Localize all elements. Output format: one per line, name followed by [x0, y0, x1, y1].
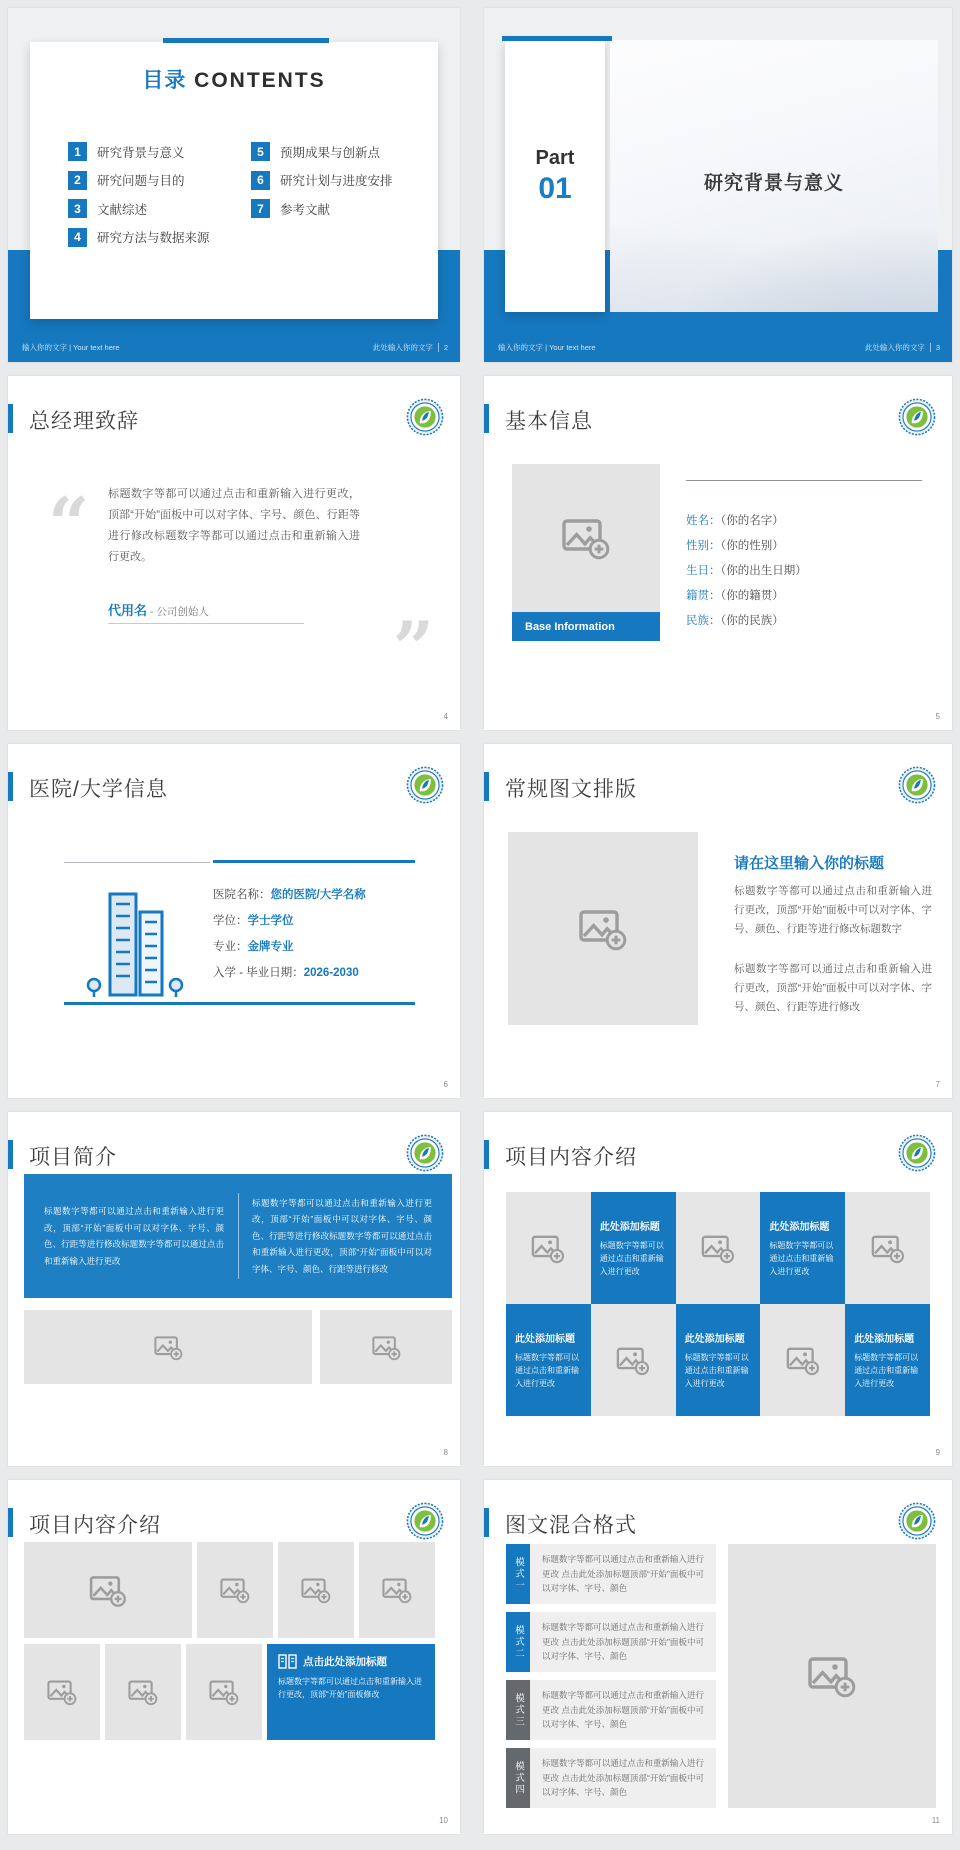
mode-text: 标题数字等都可以通过点击和重新输入进行更改 点击此处添加标题顶部“开始”面板中可以对字体、字号、颜色	[530, 1544, 716, 1604]
slide-page-number: 4	[443, 712, 448, 721]
photo-caption-band: Base Information	[512, 612, 660, 641]
slide-page-number: 6	[443, 1080, 448, 1089]
image-placeholder	[591, 1304, 676, 1416]
image-placeholder	[197, 1542, 273, 1638]
image-plus-icon	[530, 1232, 566, 1265]
slide-title: 常规图文排版	[505, 778, 637, 801]
info-field-list	[686, 512, 807, 637]
mode-row	[506, 1612, 716, 1672]
mode-list	[506, 1544, 716, 1816]
image-plus-icon	[300, 1575, 332, 1605]
toc-item-number: 2	[68, 171, 87, 190]
info-row: 入学 - 毕业日期：2026-2030	[213, 967, 359, 979]
part-card	[505, 40, 605, 312]
toc-item-label: 研究背景与意义	[97, 145, 185, 160]
image-placeholder	[320, 1310, 452, 1384]
close-quote-icon: ”	[392, 605, 434, 690]
image-plus-icon	[700, 1232, 736, 1265]
mode-tab: 模式三	[506, 1680, 530, 1740]
image-placeholder	[24, 1310, 312, 1384]
toc-item	[68, 228, 210, 247]
slide-title: 总经理致辞	[29, 410, 139, 433]
title-accent-bar	[484, 772, 489, 801]
school-badge-icon	[898, 766, 936, 804]
school-badge-icon	[406, 766, 444, 804]
toc-item-label: 研究计划与进度安排	[280, 174, 393, 188]
footer-left-text: 输入你的文字 | Your text here	[498, 343, 596, 352]
mode-row	[506, 1680, 716, 1740]
title-accent-bar	[8, 1140, 13, 1169]
image-plus-icon	[371, 1333, 402, 1362]
photo-placeholder	[512, 464, 660, 612]
slide-header	[484, 1138, 952, 1172]
slide-header	[8, 402, 460, 436]
slide-university-info-thumbnail[interactable]	[8, 744, 460, 1098]
slide-header	[484, 770, 952, 804]
text-cell: 此处添加标题 标题数字等都可以通过点击和重新输入进行更改	[845, 1304, 930, 1416]
info-row: 医院名称：您的医院/大学名称	[213, 889, 366, 901]
slide-title: 基本信息	[505, 410, 593, 433]
info-row: 专业：金牌专业	[213, 941, 294, 953]
image-placeholder	[508, 832, 698, 1025]
slide-title: 项目简介	[29, 1146, 117, 1169]
toc-item	[68, 199, 210, 218]
image-plus-icon	[870, 1232, 906, 1265]
slide-page-number: 9	[935, 1448, 940, 1457]
mode-text: 标题数字等都可以通过点击和重新输入进行更改 点击此处添加标题顶部“开始”面板中可以对字体、字号、颜色	[530, 1748, 716, 1808]
divider-gray-segment	[64, 862, 210, 863]
toc-item-number: 1	[68, 142, 87, 161]
toc-item	[251, 171, 393, 190]
image-placeholder	[24, 1542, 192, 1638]
school-logo	[898, 1134, 936, 1172]
slide-title: 项目内容介绍	[505, 1146, 637, 1169]
catalog-icon	[278, 1654, 297, 1669]
image-plus-icon	[46, 1677, 78, 1707]
image-plus-icon	[88, 1572, 128, 1609]
toc-title	[30, 64, 438, 94]
image-plus-icon	[127, 1677, 159, 1707]
toc-title-zh: 目录	[142, 69, 187, 92]
toc-item-number: 3	[68, 199, 87, 218]
checkerboard-grid	[506, 1192, 930, 1416]
quote-paragraph: 标题数字等都可以通过点击和重新输入进行更改，顶部“开始”面板中可以对字体、字号、颜色、行距等进行修改标题数字等都可以通过点击和重新输入进行更改。	[108, 488, 360, 563]
image-plus-icon	[806, 1652, 858, 1700]
slide-page-number: 10	[439, 1816, 448, 1825]
slide-footer	[8, 336, 460, 362]
author-name: 代用名	[108, 603, 148, 618]
slide-page-number: 3	[930, 343, 940, 352]
info-row: 姓名：（你的名字）	[686, 515, 784, 527]
school-logo	[406, 1134, 444, 1172]
school-logo	[898, 398, 936, 436]
panel-column-text: 标题数字等都可以通过点击和重新输入进行更改，顶部“开始”面板中可以对字体、字号、颜色、行距等进行修改标题数字等都可以通过点击和重新输入进行更改，顶部“开始”面板中可以对字体、字号、颜色、行距等进行修改	[252, 1197, 432, 1274]
mode-tab: 模式一	[506, 1544, 530, 1604]
info-row: 性别：（你的性别）	[686, 540, 784, 552]
image-plus-icon	[219, 1575, 251, 1605]
slide-page-number: 8	[443, 1448, 448, 1457]
slide-header	[484, 1506, 952, 1540]
toc-card	[30, 42, 438, 319]
image-placeholder	[845, 1192, 930, 1304]
divider-blue-segment	[213, 860, 415, 863]
slide-ceo-address-thumbnail[interactable]	[8, 376, 460, 730]
toc-item	[251, 199, 393, 218]
toc-item-number: 5	[251, 142, 270, 161]
title-accent-bar	[484, 404, 489, 433]
mode-tab: 模式二	[506, 1612, 530, 1672]
panel-divider	[238, 1193, 239, 1279]
divider-line	[686, 480, 922, 481]
author-role: - 公司创始人	[147, 606, 209, 618]
toc-item-label: 预期成果与创新点	[280, 145, 381, 160]
slide-title: 医院/大学信息	[29, 778, 168, 801]
blue-text-panel	[24, 1174, 452, 1298]
school-logo	[898, 766, 936, 804]
caption-body: 标题数字等都可以通过点击和重新输入进行更改，顶部“开始”面板修改	[278, 1677, 422, 1699]
title-accent-bar	[484, 1508, 489, 1537]
school-badge-icon	[406, 1502, 444, 1540]
slide-page-number: 2	[438, 343, 448, 352]
image-placeholder	[506, 1192, 591, 1304]
slide-header	[8, 1506, 460, 1540]
image-plus-icon	[153, 1333, 184, 1362]
image-plus-icon	[560, 514, 612, 562]
title-accent-bar	[8, 1508, 13, 1537]
panel-column-text: 标题数字等都可以通过点击和重新输入进行更改，顶部“开始”面板中可以对字体、字号、颜色、行距等进行修改标题数字等都可以通过点击和重新输入进行更改	[44, 1206, 224, 1266]
image-placeholder	[728, 1544, 936, 1808]
mode-text: 标题数字等都可以通过点击和重新输入进行更改 点击此处添加标题顶部“开始”面板中可以对字体、字号、颜色	[530, 1612, 716, 1672]
part-top-accent-bar	[502, 36, 612, 41]
image-placeholder	[760, 1304, 845, 1416]
open-quote-icon: “	[48, 481, 90, 566]
slide-footer	[484, 336, 952, 362]
image-placeholder	[359, 1542, 435, 1638]
image-plus-icon	[381, 1575, 413, 1605]
toc-item	[68, 142, 210, 161]
building-icon	[76, 886, 196, 1003]
slide-toc-thumbnail[interactable]	[8, 8, 460, 362]
info-row: 籍贯：（你的籍贯）	[686, 590, 784, 602]
school-badge-icon	[898, 1134, 936, 1172]
school-logo	[898, 1502, 936, 1540]
slide-page-number: 5	[935, 712, 940, 721]
image-placeholder	[676, 1192, 761, 1304]
section-cover-image	[610, 40, 938, 312]
footer-right-text: 此处输入你的文字 2	[372, 343, 448, 352]
image-placeholder	[105, 1644, 181, 1740]
slide-basic-info-thumbnail[interactable]	[484, 376, 952, 730]
mode-tab: 模式四	[506, 1748, 530, 1808]
image-plus-icon	[785, 1344, 821, 1377]
text-cell: 此处添加标题 标题数字等都可以通过点击和重新输入进行更改	[676, 1304, 761, 1416]
school-badge-icon	[898, 1502, 936, 1540]
text-cell: 此处添加标题 标题数字等都可以通过点击和重新输入进行更改	[506, 1304, 591, 1416]
toc-title-en: CONTENTS	[186, 69, 326, 92]
slide-page-number: 7	[935, 1080, 940, 1089]
slide-project-content-grid-thumbnail[interactable]	[8, 1480, 460, 1834]
toc-top-accent-bar	[163, 38, 329, 43]
caption-panel	[267, 1644, 435, 1740]
slide-page-number: 11	[931, 1816, 940, 1825]
slide-project-content-checkerboard-thumbnail[interactable]	[484, 1112, 952, 1466]
slide-image-text-layout-thumbnail[interactable]	[484, 744, 952, 1098]
title-accent-bar	[8, 404, 13, 433]
slide-header	[484, 402, 952, 436]
footer-left-text: 输入你的文字 | Your text here	[22, 343, 120, 352]
part-label: Part	[535, 146, 575, 169]
toc-item-number: 7	[251, 199, 270, 218]
info-row: 学位：学士学位	[213, 915, 294, 927]
school-badge-icon	[406, 398, 444, 436]
mode-row	[506, 1544, 716, 1604]
ground-underline	[64, 1002, 415, 1005]
title-accent-bar	[484, 1140, 489, 1169]
image-placeholder	[24, 1644, 100, 1740]
section-title: 研究背景与意义	[703, 173, 844, 194]
body-heading: 请在这里输入你的标题	[734, 855, 885, 872]
school-badge-icon	[898, 398, 936, 436]
mode-text: 标题数字等都可以通过点击和重新输入进行更改 点击此处添加标题顶部“开始”面板中可以对字体、字号、颜色	[530, 1680, 716, 1740]
school-badge-icon	[406, 1134, 444, 1172]
mode-row	[506, 1748, 716, 1808]
text-cell: 此处添加标题 标题数字等都可以通过点击和重新输入进行更改	[760, 1192, 845, 1304]
slide-part-01-thumbnail[interactable]	[484, 8, 952, 362]
text-cell: 此处添加标题 标题数字等都可以通过点击和重新输入进行更改	[591, 1192, 676, 1304]
slide-title: 项目内容介绍	[29, 1514, 161, 1537]
image-placeholder	[186, 1644, 262, 1740]
school-logo	[406, 1502, 444, 1540]
university-field-list	[213, 886, 366, 990]
school-logo	[406, 766, 444, 804]
toc-item-label: 文献综述	[97, 202, 148, 217]
slide-header	[8, 1138, 460, 1172]
toc-item-label: 研究方法与数据来源	[97, 231, 210, 245]
slide-header	[8, 770, 460, 804]
toc-item	[251, 142, 393, 161]
attribution-underline	[108, 623, 304, 624]
part-number: 01	[538, 171, 572, 205]
slide-title: 图文混合格式	[505, 1514, 637, 1537]
quote-attribution	[108, 600, 209, 620]
body-paragraph: 标题数字等都可以通过点击和重新输入进行更改，顶部“开始”面板中可以对字体、字号、颜色、行距等进行修改	[734, 963, 932, 1013]
school-logo	[406, 398, 444, 436]
toc-item-label: 参考文献	[280, 202, 331, 217]
toc-item-label: 研究问题与目的	[97, 174, 185, 188]
toc-item-number: 6	[251, 171, 270, 190]
caption-title: 点击此处添加标题	[303, 1656, 387, 1668]
footer-right-text: 此处输入你的文字 3	[864, 343, 940, 352]
body-paragraph: 标题数字等都可以通过点击和重新输入进行更改，顶部“开始”面板中可以对字体、字号、颜色、行距等进行修改标题数字	[734, 885, 932, 935]
toc-item	[68, 171, 210, 190]
image-grid	[24, 1542, 435, 1746]
image-plus-icon	[577, 905, 629, 953]
slide-project-intro-thumbnail[interactable]	[8, 1112, 460, 1466]
info-row: 生日：（你的出生日期）	[686, 565, 807, 577]
image-plus-icon	[208, 1677, 240, 1707]
image-placeholder	[278, 1542, 354, 1638]
title-accent-bar	[8, 772, 13, 801]
image-plus-icon	[615, 1344, 651, 1377]
info-row: 民族：（你的民族）	[686, 615, 784, 627]
slide-mixed-format-thumbnail[interactable]	[484, 1480, 952, 1834]
toc-item-number: 4	[68, 228, 87, 247]
